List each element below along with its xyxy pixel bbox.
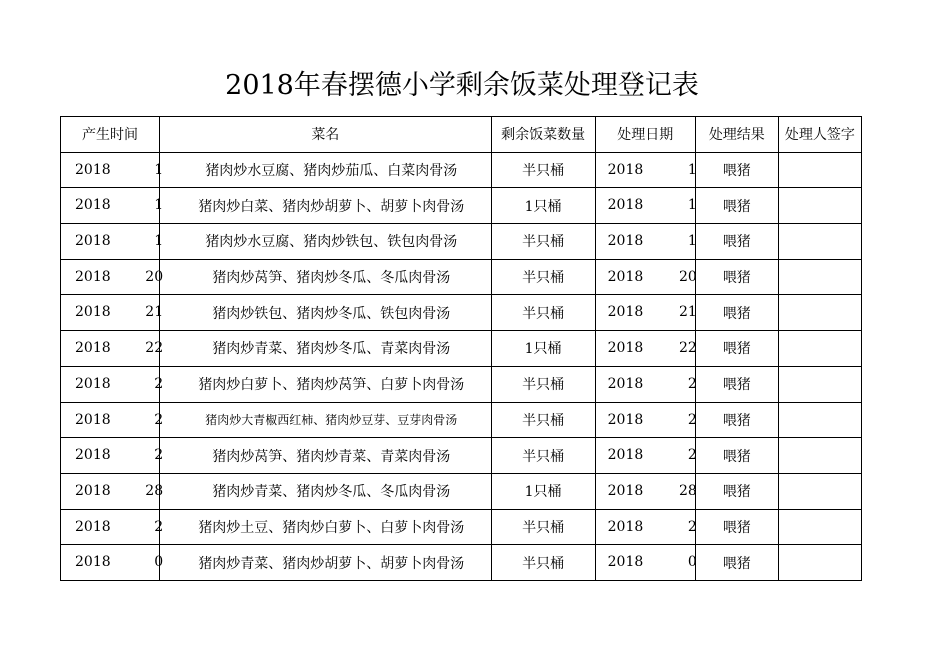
cell-time (61, 188, 164, 224)
cell-date (595, 152, 695, 188)
cell-time (61, 545, 164, 581)
cell-result: 喂猪 (695, 152, 778, 188)
cell-result: 喂猪 (695, 259, 778, 295)
cell-quantity: 半只桶 (491, 402, 595, 438)
cell-dish: 猪肉炒土豆、猪肉炒白萝卜、白萝卜肉骨汤 (160, 509, 491, 545)
time-day: 2 (154, 447, 164, 464)
cell-date (595, 509, 695, 545)
header-dish: 菜名 (160, 117, 491, 153)
cell-signature[interactable] (778, 402, 861, 438)
date-day: 22 (678, 340, 697, 357)
date-year: 2018 (607, 268, 644, 285)
cell-quantity: 半只桶 (491, 259, 595, 295)
time-year: 2018 (75, 482, 111, 499)
cell-signature[interactable] (778, 152, 861, 188)
date-year: 2018 (607, 375, 644, 392)
cell-signature[interactable] (778, 509, 861, 545)
cell-date (595, 331, 695, 367)
cell-result: 喂猪 (695, 331, 778, 367)
time-day: 2 (154, 518, 164, 535)
cell-result: 喂猪 (695, 224, 778, 260)
cell-date (595, 188, 695, 224)
date-year: 2018 (607, 482, 644, 499)
cell-time (61, 152, 164, 188)
cell-signature[interactable] (778, 295, 861, 331)
date-year: 2018 (607, 161, 644, 178)
cell-quantity: 1只桶 (491, 188, 595, 224)
time-day: 20 (145, 268, 164, 285)
cell-time (61, 509, 164, 545)
cell-quantity: 1只桶 (491, 331, 595, 367)
time-day: 28 (145, 482, 164, 499)
cell-result: 喂猪 (695, 545, 778, 581)
date-day: 2 (687, 411, 697, 428)
cell-signature[interactable] (778, 331, 861, 367)
cell-quantity: 1只桶 (491, 473, 595, 509)
cell-quantity: 半只桶 (491, 366, 595, 402)
register-table (60, 116, 862, 581)
time-year: 2018 (75, 375, 111, 392)
header-quantity: 剩余饭菜数量 (491, 117, 595, 153)
header-row (61, 117, 862, 153)
cell-result: 喂猪 (695, 366, 778, 402)
time-day: 2 (154, 411, 164, 428)
cell-date (595, 545, 695, 581)
cell-time (61, 366, 164, 402)
page-title: 2018年春摆德小学剩余饭菜处理登记表 (225, 70, 699, 101)
time-year: 2018 (75, 161, 111, 178)
cell-quantity: 半只桶 (491, 224, 595, 260)
time-day: 1 (154, 233, 164, 250)
time-day: 1 (154, 161, 164, 178)
time-year: 2018 (75, 554, 111, 571)
cell-date (595, 473, 695, 509)
cell-signature[interactable] (778, 188, 861, 224)
cell-time (61, 473, 164, 509)
time-year: 2018 (75, 268, 111, 285)
cell-result: 喂猪 (695, 295, 778, 331)
date-day: 20 (678, 268, 697, 285)
cell-date (595, 438, 695, 474)
time-year: 2018 (75, 518, 111, 535)
cell-quantity: 半只桶 (491, 545, 595, 581)
cell-dish: 猪肉炒白菜、猪肉炒胡萝卜、胡萝卜肉骨汤 (160, 188, 491, 224)
cell-result: 喂猪 (695, 509, 778, 545)
time-year: 2018 (75, 411, 111, 428)
date-day: 28 (678, 482, 697, 499)
table-row (61, 331, 862, 367)
cell-result: 喂猪 (695, 438, 778, 474)
time-year: 2018 (75, 447, 111, 464)
cell-signature[interactable] (778, 366, 861, 402)
cell-time (61, 259, 164, 295)
table-row (61, 509, 862, 545)
cell-signature[interactable] (778, 438, 861, 474)
table-row (61, 473, 862, 509)
cell-date (595, 295, 695, 331)
date-year: 2018 (607, 447, 644, 464)
cell-dish: 猪肉炒水豆腐、猪肉炒茄瓜、白菜肉骨汤 (160, 152, 491, 188)
header-date: 处理日期 (595, 117, 695, 153)
date-year: 2018 (607, 554, 644, 571)
cell-result: 喂猪 (695, 473, 778, 509)
cell-quantity: 半只桶 (491, 152, 595, 188)
cell-time (61, 331, 164, 367)
table-row (61, 402, 862, 438)
table-row (61, 224, 862, 260)
date-day: 2 (687, 375, 697, 392)
date-year: 2018 (607, 340, 644, 357)
cell-time (61, 224, 164, 260)
header-result: 处理结果 (695, 117, 778, 153)
time-day: 22 (145, 340, 164, 357)
date-day: 0 (687, 554, 697, 571)
cell-dish: 猪肉炒铁包、猪肉炒冬瓜、铁包肉骨汤 (160, 295, 491, 331)
cell-date (595, 402, 695, 438)
date-day: 1 (687, 233, 697, 250)
cell-result: 喂猪 (695, 188, 778, 224)
time-year: 2018 (75, 340, 111, 357)
cell-time (61, 438, 164, 474)
date-year: 2018 (607, 304, 644, 321)
time-day: 21 (145, 304, 164, 321)
cell-dish: 猪肉炒大青椒西红柿、猪肉炒豆芽、豆芽肉骨汤 (160, 402, 491, 438)
cell-quantity: 半只桶 (491, 438, 595, 474)
table-row (61, 545, 862, 581)
time-day: 2 (154, 375, 164, 392)
header-signature: 处理人签字 (778, 117, 861, 153)
date-year: 2018 (607, 518, 644, 535)
cell-dish: 猪肉炒青菜、猪肉炒胡萝卜、胡萝卜肉骨汤 (160, 545, 491, 581)
cell-signature[interactable] (778, 224, 861, 260)
date-year: 2018 (607, 411, 644, 428)
table-row (61, 188, 862, 224)
cell-signature[interactable] (778, 259, 861, 295)
date-day: 2 (687, 447, 697, 464)
date-year: 2018 (607, 233, 644, 250)
table-row (61, 366, 862, 402)
cell-signature[interactable] (778, 473, 861, 509)
cell-dish: 猪肉炒莴笋、猪肉炒冬瓜、冬瓜肉骨汤 (160, 259, 491, 295)
table-row (61, 295, 862, 331)
cell-dish: 猪肉炒青菜、猪肉炒冬瓜、青菜肉骨汤 (160, 331, 491, 367)
time-day: 1 (154, 197, 164, 214)
date-year: 2018 (607, 197, 644, 214)
table-row (61, 438, 862, 474)
cell-date (595, 224, 695, 260)
table-row (61, 152, 862, 188)
cell-dish: 猪肉炒水豆腐、猪肉炒铁包、铁包肉骨汤 (160, 224, 491, 260)
date-day: 1 (687, 197, 697, 214)
table-row (61, 259, 862, 295)
cell-dish: 猪肉炒莴笋、猪肉炒青菜、青菜肉骨汤 (160, 438, 491, 474)
time-year: 2018 (75, 304, 111, 321)
cell-signature[interactable] (778, 545, 861, 581)
cell-quantity: 半只桶 (491, 295, 595, 331)
date-day: 1 (687, 161, 697, 178)
cell-result: 喂猪 (695, 402, 778, 438)
table-body (61, 152, 862, 580)
cell-quantity: 半只桶 (491, 509, 595, 545)
cell-dish: 猪肉炒白萝卜、猪肉炒莴笋、白萝卜肉骨汤 (160, 366, 491, 402)
time-day: 0 (154, 554, 164, 571)
cell-date (595, 259, 695, 295)
cell-dish: 猪肉炒青菜、猪肉炒冬瓜、冬瓜肉骨汤 (160, 473, 491, 509)
cell-time (61, 295, 164, 331)
time-year: 2018 (75, 197, 111, 214)
cell-time (61, 402, 164, 438)
cell-date (595, 366, 695, 402)
time-year: 2018 (75, 233, 111, 250)
date-day: 21 (678, 304, 697, 321)
header-time: 产生时间 (61, 117, 160, 153)
date-day: 2 (687, 518, 697, 535)
